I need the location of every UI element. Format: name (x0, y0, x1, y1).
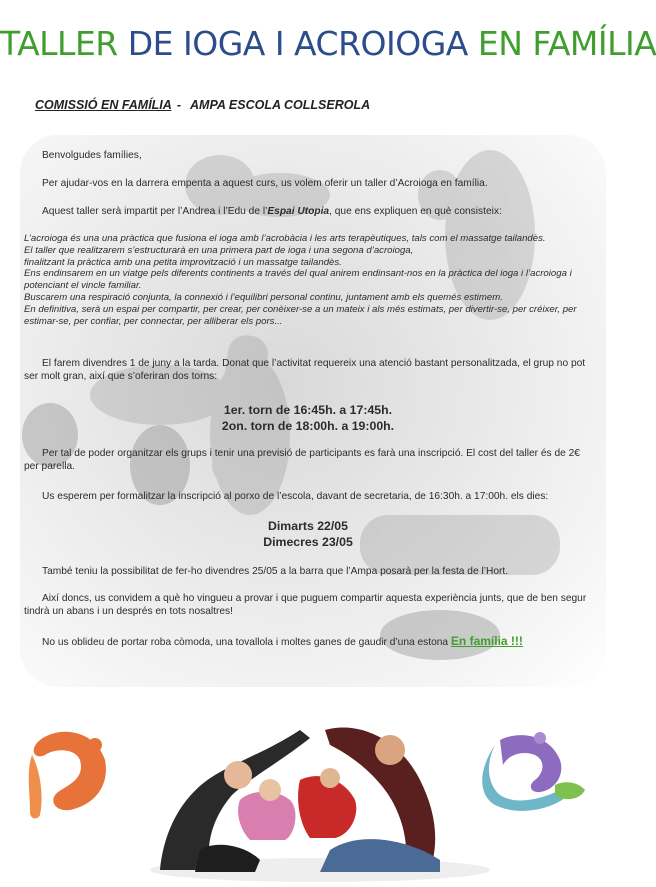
page-title (0, 24, 656, 64)
registration-paragraph: Per tal de poder organitzar els grups i tenir una previsió de participants es farà una inscripció. El cost del taller és de 2€ per parella. (24, 448, 580, 472)
orange-yoga-figure (29, 732, 106, 819)
en-familia-link[interactable]: En família !!! (450, 634, 523, 648)
day-2: Dimecres 23/05 (263, 535, 353, 549)
bottom-illustrations (0, 700, 621, 887)
intro-paragraph: Per ajudar-vos en la darrera empenta a aquest curs, us volem oferir un taller d’Acroioga en família. (42, 178, 488, 189)
family-yoga-photo (150, 727, 490, 882)
closing-paragraph (24, 635, 592, 649)
teachers-text-pre: Aquest taller serà impartit per l’Andrea i l’Edu de l’ (42, 206, 268, 217)
turn-2: 2on. torn de 18:00h. a 19:00h. (221, 419, 395, 433)
description-line: Buscarem una respiració conjunta, la connexió i l’equilibri personal continu, juntament amb els quemés estimem. (24, 291, 503, 303)
day-1: Dimarts 22/05 (268, 519, 348, 533)
closing-text: No us oblideu de portar roba còmoda, una tovallola i moltes ganes de gaudir d’una estona (42, 637, 451, 648)
teachers-text-post: , que ens expliquen en què consisteix: (329, 206, 502, 217)
description-line: El taller que realitzarem s’estructurarà en una primera part de ioga i una segona d’acroioga, (24, 244, 414, 256)
turn-1: 1er. torn de 16:45h. a 17:45h. (223, 403, 393, 417)
description-line: Ens endinsarem en un viatge pels diferents continents a través del qual anirem endinsant-nos en la pràctica del ioga i l’acroioga i potenciant el vincle familiar. (24, 268, 572, 292)
title-word-taller: TALLER (0, 24, 118, 63)
subtitle-school: AMPA ESCOLA COLLSEROLA (190, 98, 371, 112)
description-line: L’acroioga és una una pràctica que fusiona el ioga amb l’acrobàcia i les arts terapèutiques, tals com el massatge tailandès. (24, 233, 546, 244)
greeting: Benvolgudes famílies, (42, 150, 142, 161)
letter-body (20, 135, 606, 687)
description-line: En definitiva, serà un espai per compartir, per crear, per conèixer-se a un mateix i als més estimats, per divertir-se, per créixer, per estimar-se, per confiar, per connectar, per alliberar els pors... (24, 303, 577, 327)
date-info-paragraph: El farem divendres 1 de juny a la tarda. Donat que l’activitat requereix una atenció bastant personalitzada, el grup no pot ser molt gran, així que s’oferiran dos torns: (24, 358, 586, 382)
turns-block (24, 402, 592, 434)
title-word-familia: EN FAMÍLIA (477, 24, 656, 63)
teachers-paragraph (24, 205, 592, 218)
alt-option-paragraph: També teniu la possibilitat de fer-ho divendres 25/05 a la barra que l’Ampa posarà per la festa de l’Hort. (42, 566, 509, 577)
title-word-ioga: DE IOGA I ACROIOGA (127, 24, 468, 63)
description-line: finalitzant la pràctica amb una petita improvització i un massatge tailandès. (24, 256, 342, 268)
subtitle-org: COMISSIÓ EN FAMÍLIA (35, 98, 172, 112)
teachers-place: Espai Utopia (267, 206, 330, 217)
days-block (24, 518, 592, 550)
subtitle (35, 98, 370, 112)
subtitle-separator: - (176, 98, 182, 112)
when-where-paragraph: Us esperem per formalitzar la inscripció al porxo de l’escola, davant de secretaria, de 16:30h. a 17:00h. els dies: (42, 491, 549, 502)
description-block (24, 233, 592, 327)
invite-paragraph: Així doncs, us convidem a què ho vingueu a provar i que puguem compartir aquesta experiència junts, que de ben segur tindrà un abans i un després en tots nosaltres! (24, 593, 587, 617)
purple-yoga-figure (482, 732, 585, 811)
